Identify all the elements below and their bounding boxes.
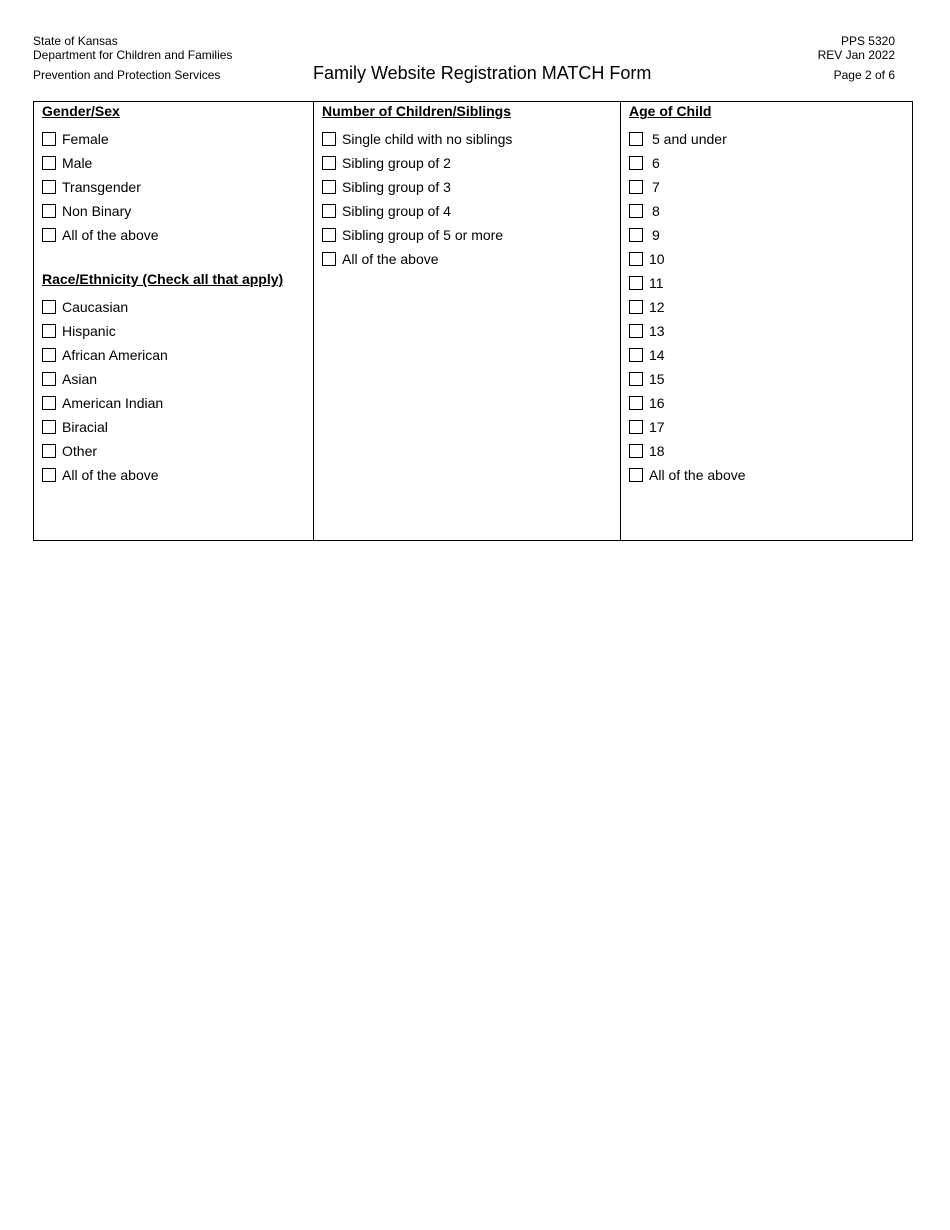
race-option[interactable] (42, 391, 313, 415)
checkbox[interactable] (629, 252, 643, 266)
checkbox[interactable] (42, 348, 56, 362)
race-option[interactable] (42, 439, 313, 463)
race-option[interactable] (42, 415, 313, 439)
age-option[interactable] (629, 223, 912, 247)
age-option[interactable] (629, 151, 912, 175)
option-label: 12 (649, 299, 665, 315)
age-option[interactable] (629, 127, 912, 151)
option-label: 18 (649, 443, 665, 459)
race-heading: Race/Ethnicity (Check all that apply) (42, 271, 284, 287)
option-label: All of the above (62, 227, 159, 243)
checkbox[interactable] (42, 372, 56, 386)
siblings-option[interactable] (322, 127, 620, 151)
gender-option[interactable] (42, 127, 313, 151)
checkbox[interactable] (629, 228, 643, 242)
checkbox[interactable] (629, 276, 643, 290)
siblings-option[interactable] (322, 151, 620, 175)
option-label: All of the above (649, 467, 746, 483)
age-options (629, 127, 912, 487)
checkbox[interactable] (629, 132, 643, 146)
siblings-option[interactable] (322, 223, 620, 247)
checkbox[interactable] (322, 252, 336, 266)
siblings-heading: Number of Children/Siblings (322, 103, 512, 119)
option-label: Transgender (62, 179, 141, 195)
option-label: Biracial (62, 419, 108, 435)
option-label: Hispanic (62, 323, 116, 339)
option-label: Male (62, 155, 93, 171)
option-label: Sibling group of 4 (342, 203, 451, 219)
agency-department: Department for Children and Families (33, 48, 233, 62)
option-label: African American (62, 347, 168, 363)
option-label: Sibling group of 2 (342, 155, 451, 171)
checkbox[interactable] (42, 132, 56, 146)
age-option[interactable] (629, 295, 912, 319)
checkbox[interactable] (629, 420, 643, 434)
checkbox[interactable] (629, 468, 643, 482)
form-number: PPS 5320 (840, 34, 895, 48)
checkbox[interactable] (629, 300, 643, 314)
gender-heading: Gender/Sex (42, 103, 120, 119)
page-number: Page 2 of 6 (833, 68, 895, 82)
agency-state: State of Kansas (33, 34, 118, 48)
option-label: All of the above (62, 467, 159, 483)
checkbox[interactable] (42, 156, 56, 170)
revision-date: REV Jan 2022 (817, 48, 895, 62)
option-label: 7 (652, 179, 660, 195)
option-label: Female (62, 131, 109, 147)
age-option[interactable] (629, 271, 912, 295)
option-label: Sibling group of 3 (342, 179, 451, 195)
checkbox[interactable] (42, 228, 56, 242)
option-label: 17 (649, 419, 665, 435)
race-option[interactable] (42, 463, 313, 487)
race-option[interactable] (42, 295, 313, 319)
header-left (33, 34, 232, 82)
checkbox[interactable] (629, 444, 643, 458)
option-label: 5 and under (652, 131, 727, 147)
gender-option[interactable] (42, 223, 313, 247)
column-gender-race (34, 102, 314, 540)
checkbox[interactable] (629, 396, 643, 410)
checkbox[interactable] (629, 204, 643, 218)
siblings-option[interactable] (322, 199, 620, 223)
age-option[interactable] (629, 391, 912, 415)
option-label: 14 (649, 347, 665, 363)
match-criteria-table (33, 101, 913, 541)
checkbox[interactable] (42, 468, 56, 482)
option-label: 8 (652, 203, 660, 219)
age-option[interactable] (629, 247, 912, 271)
option-label: 15 (649, 371, 665, 387)
option-label: Other (62, 443, 98, 459)
age-option[interactable] (629, 415, 912, 439)
gender-option[interactable] (42, 151, 313, 175)
option-label: 13 (649, 323, 665, 339)
checkbox[interactable] (629, 180, 643, 194)
checkbox[interactable] (629, 348, 643, 362)
column-age (621, 102, 912, 540)
race-option[interactable] (42, 319, 313, 343)
age-option[interactable] (629, 175, 912, 199)
age-option[interactable] (629, 199, 912, 223)
agency-division: Prevention and Protection Services (33, 68, 221, 82)
age-option[interactable] (629, 343, 912, 367)
option-label: American Indian (62, 395, 164, 411)
gender-option[interactable] (42, 199, 313, 223)
age-heading: Age of Child (629, 103, 712, 119)
checkbox[interactable] (322, 204, 336, 218)
option-label: All of the above (342, 251, 439, 267)
age-option[interactable] (629, 319, 912, 343)
checkbox[interactable] (629, 372, 643, 386)
checkbox[interactable] (322, 132, 336, 146)
gender-option[interactable] (42, 175, 313, 199)
option-label: Caucasian (62, 299, 129, 315)
option-label: Sibling group of 5 or more (342, 227, 504, 243)
checkbox[interactable] (42, 420, 56, 434)
siblings-options (322, 127, 620, 271)
gender-options (42, 127, 313, 247)
option-label: Single child with no siblings (342, 131, 513, 147)
option-label: 11 (649, 275, 664, 291)
age-option[interactable] (629, 439, 912, 463)
option-label: Asian (62, 371, 98, 387)
siblings-option[interactable] (322, 175, 620, 199)
siblings-option[interactable] (322, 247, 620, 271)
checkbox[interactable] (42, 204, 56, 218)
checkbox[interactable] (322, 180, 336, 194)
age-option[interactable] (629, 463, 912, 487)
race-option[interactable] (42, 343, 313, 367)
page-title: Family Website Registration MATCH Form (313, 63, 652, 83)
spacer (42, 247, 313, 271)
checkbox[interactable] (629, 324, 643, 338)
checkbox[interactable] (42, 300, 56, 314)
checkbox[interactable] (322, 228, 336, 242)
option-label: Non Binary (62, 203, 132, 219)
checkbox[interactable] (629, 156, 643, 170)
checkbox[interactable] (322, 156, 336, 170)
option-label: 6 (652, 155, 660, 171)
header-right (818, 34, 895, 82)
race-option[interactable] (42, 367, 313, 391)
age-option[interactable] (629, 367, 912, 391)
checkbox[interactable] (42, 180, 56, 194)
option-label: 10 (649, 251, 665, 267)
option-label: 9 (652, 227, 660, 243)
column-siblings (314, 102, 621, 540)
checkbox[interactable] (42, 324, 56, 338)
option-label: 16 (649, 395, 665, 411)
checkbox[interactable] (42, 396, 56, 410)
race-options (42, 295, 313, 487)
checkbox[interactable] (42, 444, 56, 458)
